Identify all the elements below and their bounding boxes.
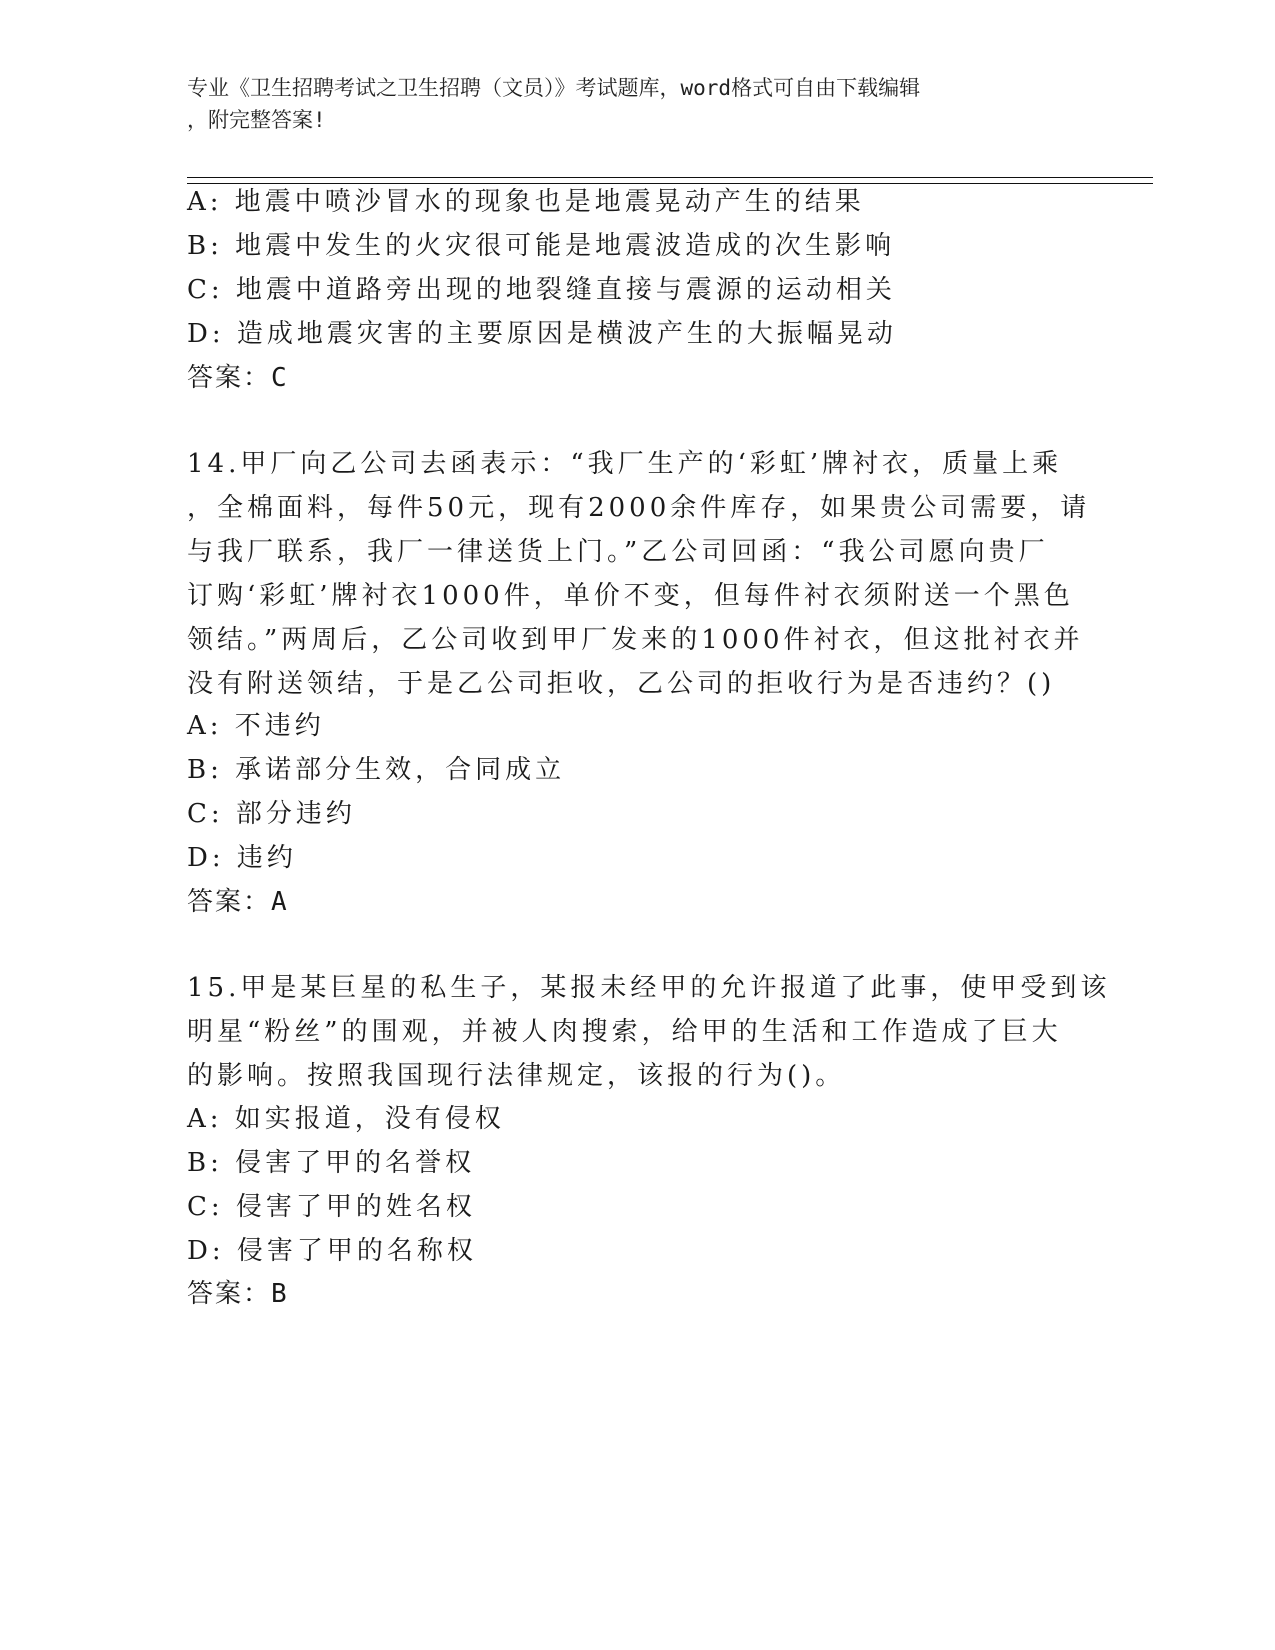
q14-stem-line: 14.甲厂向乙公司去函表示：“我厂生产的‘彩虹’牌衬衣，质量上乘	[187, 449, 1063, 479]
q14-option-d: D: 违约	[187, 843, 297, 873]
q15-stem-line: 明星“粉丝”的围观，并被人肉搜索，给甲的生活和工作造成了巨大	[187, 1017, 1062, 1047]
header-divider-top	[187, 177, 1153, 178]
q13-option-c: C: 地震中道路旁出现的地裂缝直接与震源的运动相关	[187, 275, 896, 305]
q15-answer: 答案：B	[187, 1279, 289, 1309]
q14-option-b: B: 承诺部分生效，合同成立	[187, 755, 566, 785]
q13-option-b: B: 地震中发生的火灾很可能是地震波造成的次生影响	[187, 231, 896, 261]
q15-option-b: B: 侵害了甲的名誉权	[187, 1148, 476, 1178]
q14-stem-line: 与我厂联系，我厂一律送货上门。”乙公司回函：“我公司愿向贵厂	[187, 537, 1049, 567]
q15-stem-line: 的影响。按照我国现行法律规定，该报的行为()。	[187, 1061, 846, 1091]
header-title-line: 专业《卫生招聘考试之卫生招聘（文员）》考试题库，word格式可自由下载编辑	[187, 76, 921, 100]
q15-option-a: A: 如实报道，没有侵权	[187, 1104, 505, 1134]
q14-stem-line: ，全棉面料，每件50元，现有2000余件库存，如果贵公司需要，请	[187, 493, 1091, 523]
q15-option-c: C: 侵害了甲的姓名权	[187, 1192, 476, 1222]
q15-stem-line: 15.甲是某巨星的私生子，某报未经甲的允许报道了此事，使甲受到该	[187, 973, 1111, 1003]
q14-stem-line: 领结。”两周后，乙公司收到甲厂发来的1000件衬衣，但这批衬衣并	[187, 625, 1084, 655]
q14-option-a: A: 不违约	[187, 711, 325, 741]
q14-stem-line: 没有附送领结，于是乙公司拒收，乙公司的拒收行为是否违约？()	[187, 669, 1056, 699]
q15-option-d: D: 侵害了甲的名称权	[187, 1236, 477, 1266]
q14-option-c: C: 部分违约	[187, 799, 356, 829]
q13-option-a: A: 地震中喷沙冒水的现象也是地震晃动产生的结果	[187, 187, 865, 217]
header-title-continuation: ，附完整答案!	[187, 108, 326, 132]
document-header	[187, 72, 1067, 136]
q14-stem-line: 订购‘彩虹’牌衬衣1000件，单价不变，但每件衬衣须附送一个黑色	[187, 581, 1074, 611]
q13-option-d: D: 造成地震灾害的主要原因是横波产生的大振幅晃动	[187, 319, 897, 349]
q14-answer: 答案：A	[187, 887, 289, 917]
q13-answer: 答案：C	[187, 363, 289, 393]
